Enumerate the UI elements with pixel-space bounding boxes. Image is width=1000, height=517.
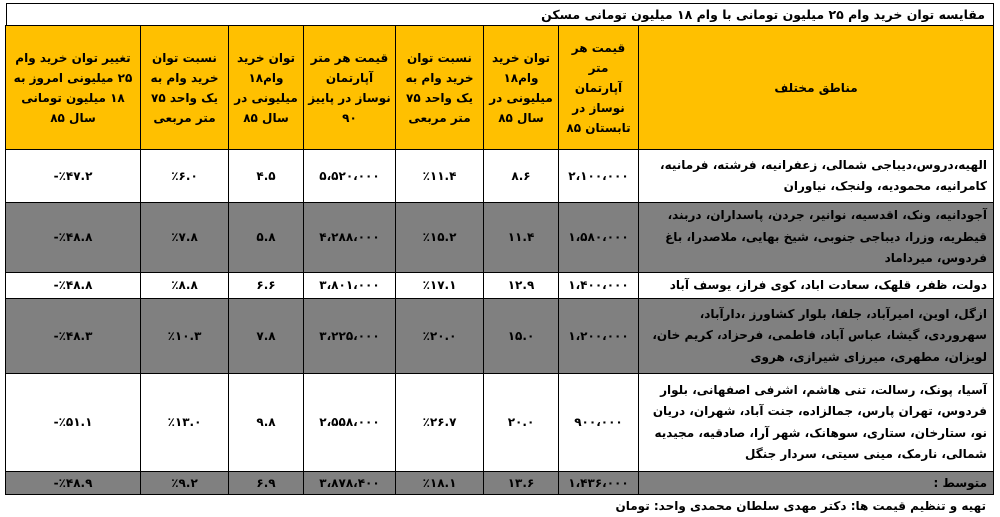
ratio-90-cell: ٪۱۳.۰ [141,374,229,472]
ratio-90-cell: ٪۱۰.۳ [141,299,229,374]
ratio-90-cell: ٪۷.۸ [141,203,229,273]
ratio-85-cell: ٪۱۱.۴ [396,150,484,203]
header-row [6,26,994,150]
price-90-cell: ۳،۸۰۱،۰۰۰ [304,272,396,299]
price-90-cell: ۴،۲۸۸،۰۰۰ [304,203,396,273]
comparison-table [5,25,994,495]
region-cell: آجودانیه، ونک، اقدسیه، نوانیر، جردن، پاسداران، دربند، قیطریه، وزرا، دیباجی جنوبی، شیخ بهایی، ملاصدرا، باغ فردوس، میرداماد [639,203,994,273]
ratio-85-cell: ٪۱۷.۱ [396,272,484,299]
avg-ratio-85-cell: ٪۱۸.۱ [396,472,484,495]
table-row [6,203,994,273]
power-90-cell: ۷.۸ [229,299,304,374]
avg-price-90-cell: ۳،۸۷۸،۴۰۰ [304,472,396,495]
ratio-85-cell: ٪۱۵.۲ [396,203,484,273]
power-85-cell: ۱۲.۹ [484,272,559,299]
ratio-90-cell: ٪۸.۸ [141,272,229,299]
price-85-cell: ۲،۱۰۰،۰۰۰ [559,150,639,203]
ratio-85-cell: ٪۲۰.۰ [396,299,484,374]
region-cell: دولت، ظفر، قلهک، سعادت اباد، کوی فراز، یوسف آباد [639,272,994,299]
price-85-cell: ۹۰۰،۰۰۰ [559,374,639,472]
average-label: متوسط : [639,472,994,495]
region-cell: ازگل، اوین، امیرآباد، جلفا، بلوار کشاورز ،دارآباد، سهروردی، گیشا، عباس آباد، فاطمی، فرحزاد، کریم خان، لویزان، مطهری، میرزای شیرازی، هروی [639,299,994,374]
power-85-cell: ۲۰.۰ [484,374,559,472]
table-row [6,374,994,472]
change-cell: ٪۵۱.۱- [6,374,141,472]
region-cell: الهیه،دروس،دیباجی شمالی، زعفرانیه، فرشته، فرمانیه، کامرانیه، محمودیه، ولنجک، نیاوران [639,150,994,203]
table-title: مقایسه توان خرید وام ۲۵ میلیون تومانی با وام ۱۸ میلیون تومانی مسکن [6,3,994,25]
price-90-cell: ۵،۵۲۰،۰۰۰ [304,150,396,203]
header-change: تغییر توان خرید وام ۲۵ میلیونی امروز به ۱۸ میلیون تومانی سال ۸۵ [6,26,141,150]
price-85-cell: ۱،۴۰۰،۰۰۰ [559,272,639,299]
header-price-90: قیمت هر متر آپارتمان نوساز در پاییز ۹۰ [304,26,396,150]
header-ratio-90: نسبت توان خرید وام به یک واحد ۷۵ متر مربعی [141,26,229,150]
avg-price-85-cell: ۱،۴۳۶،۰۰۰ [559,472,639,495]
header-price-85: قیمت هر متر آپارتمان نوساز در تابستان ۸۵ [559,26,639,150]
power-85-cell: ۱۱.۴ [484,203,559,273]
power-90-cell: ۵.۸ [229,203,304,273]
avg-power-90-cell: ۶.۹ [229,472,304,495]
header-power-90: توان خرید وام۱۸ میلیونی در سال ۸۵ [229,26,304,150]
table-row [6,272,994,299]
region-cell: آسیا، پونک، رسالت، تنی هاشم، اشرفی اصفهانی، بلوار فردوس، تهران پارس، جمالزاده، جنت آباد، شهران، دریان نو، ستارخان، ستاری، سوهانک، شهر آرا، صادقیه، مجیدیه شمالی، نارمک، مینی سیتی، سردار جنگل [639,374,994,472]
price-90-cell: ۲،۵۵۸،۰۰۰ [304,374,396,472]
average-row [6,472,994,495]
power-85-cell: ۱۵.۰ [484,299,559,374]
price-85-cell: ۱،۵۸۰،۰۰۰ [559,203,639,273]
change-cell: ٪۴۸.۸- [6,272,141,299]
power-90-cell: ۹.۸ [229,374,304,472]
header-regions: مناطق مختلف [639,26,994,150]
change-cell: ٪۴۷.۲- [6,150,141,203]
avg-change-cell: ٪۴۸.۹- [6,472,141,495]
change-cell: ٪۴۸.۳- [6,299,141,374]
table-footer: تهیه و تنظیم قیمت ها: دکتر مهدی سلطان محمدی واحد: تومان [615,499,986,513]
ratio-85-cell: ٪۲۶.۷ [396,374,484,472]
change-cell: ٪۴۸.۸- [6,203,141,273]
table-row [6,299,994,374]
header-ratio-85: نسبت توان خرید وام به یک واحد ۷۵ متر مربعی [396,26,484,150]
avg-power-85-cell: ۱۳.۶ [484,472,559,495]
avg-ratio-90-cell: ٪۹.۲ [141,472,229,495]
ratio-90-cell: ٪۶.۰ [141,150,229,203]
price-85-cell: ۱،۲۰۰،۰۰۰ [559,299,639,374]
power-85-cell: ۸.۶ [484,150,559,203]
table-row [6,150,994,203]
comparison-table-container [6,3,994,517]
price-90-cell: ۳،۲۲۵،۰۰۰ [304,299,396,374]
header-power-85: توان خرید وام۱۸ میلیونی در سال ۸۵ [484,26,559,150]
power-90-cell: ۶.۶ [229,272,304,299]
power-90-cell: ۴.۵ [229,150,304,203]
